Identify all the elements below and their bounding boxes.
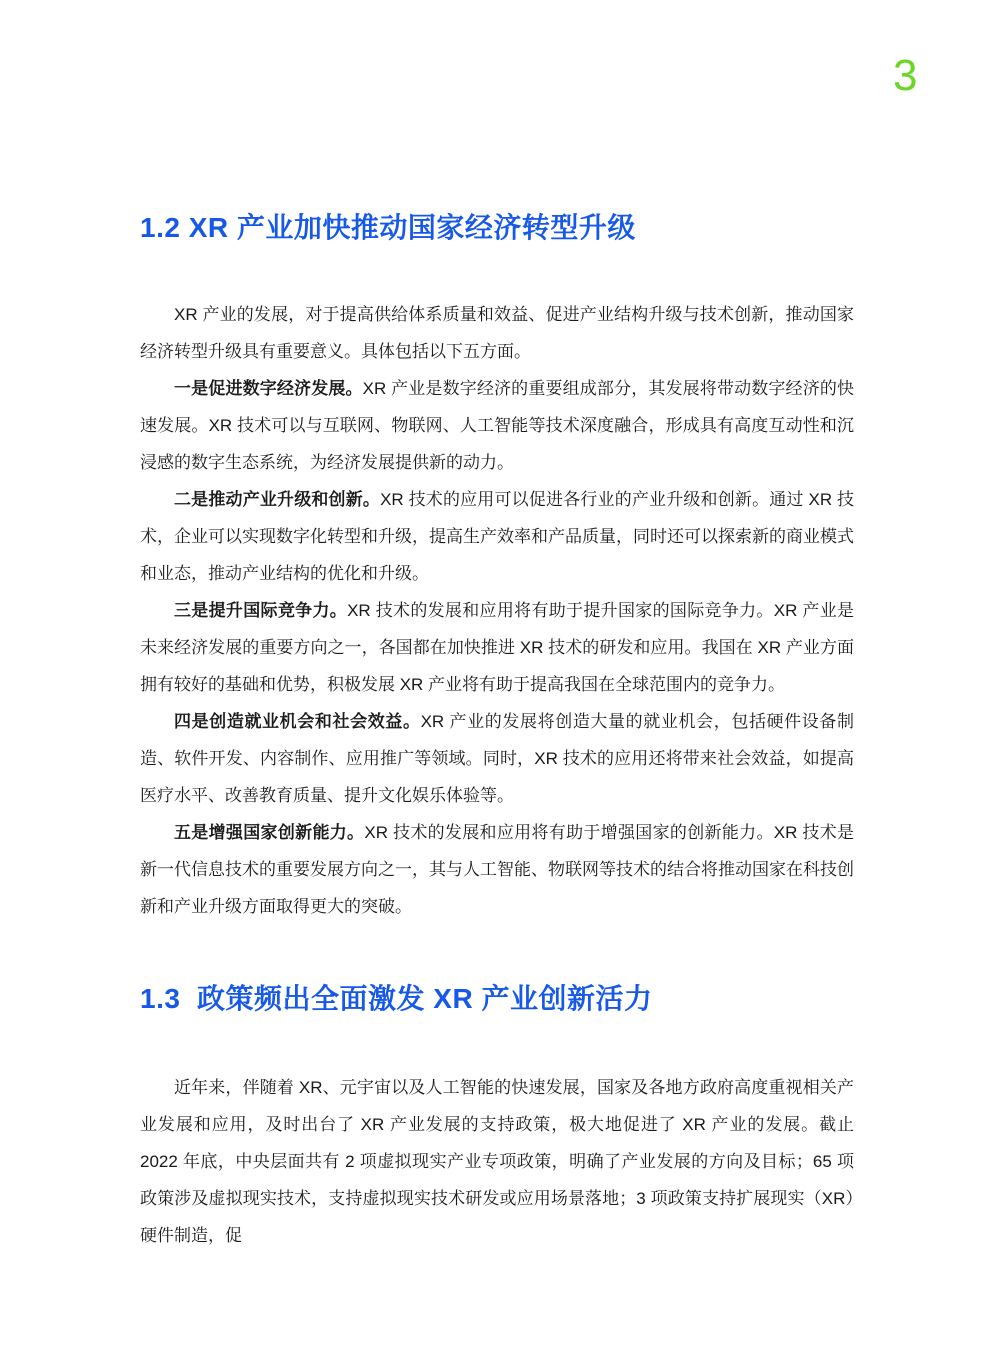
paragraph-text: XR 技术的发展和应用将有助于提升国家的国际竞争力。XR 产业是未来经济发展的重要方向之一，各国都在加快推进 XR 技术的研发和应用。我国在 XR 产业方面拥有较好的基础和优势，积极发展 XR 产业将有助于提高我国在全球范围内的竞争力。 [140,601,854,694]
paragraph-point-4 [140,703,854,814]
paragraph-text: XR 技术的发展和应用将有助于增强国家的创新能力。XR 技术是新一代信息技术的重要发展方向之一，其与人工智能、物联网等技术的结合将推动国家在科技创新和产业升级方面取得更大的突破。 [140,823,855,916]
paragraph-lead: 二是推动产业升级和创新。 [174,490,381,509]
paragraph-intro [140,296,854,370]
paragraph-lead: 四是创造就业机会和社会效益。 [174,712,421,731]
paragraph-point-2 [140,481,854,592]
paragraph-text: XR 产业的发展将创造大量的就业机会，包括硬件设备制造、软件开发、内容制作、应用推广等领域。同时，XR 技术的应用还将带来社会效益，如提高医疗水平、改善教育质量、提升文化娱乐体验等。 [140,712,854,805]
paragraph-text: XR 技术的应用可以促进各行业的产业升级和创新。通过 XR 技术，企业可以实现数字化转型和升级，提高生产效率和产品质量，同时还可以探索新的商业模式和业态，推动产业结构的优化和升级。 [140,490,855,583]
paragraph-lead: 一是促进数字经济发展。 [174,379,363,398]
paragraph-point-1 [140,370,854,481]
paragraph-lead: 三是提升国际竞争力。 [174,601,348,620]
paragraph-lead: 五是增强国家创新能力。 [174,823,365,842]
paragraph-text: XR 产业的发展，对于提高供给体系质量和效益、促进产业结构升级与技术创新，推动国家经济转型升级具有重要意义。具体包括以下五方面。 [140,305,854,361]
paragraph-text: XR 产业是数字经济的重要组成部分，其发展将带动数字经济的快速发展。XR 技术可以与互联网、物联网、人工智能等技术深度融合，形成具有高度互动性和沉浸感的数字生态系统，为经济发展提供新的动力。 [140,379,854,472]
section-heading-1-3: 1.3 政策频出全面激发 XR 产业创新活力 [140,983,653,1014]
paragraph-text: 近年来，伴随着 XR、元宇宙以及人工智能的快速发展，国家及各地方政府高度重视相关产业发展和应用，及时出台了 XR 产业发展的支持政策，极大地促进了 XR 产业的发展。截止 2022 年底，中央层面共有 2 项虚拟现实产业专项政策，明确了产业发展的方向及目标；65 项政策涉及虚拟现实技术，支持虚拟现实技术研发或应用场景落地；3 项政策支持扩展现实（XR）硬件制造，促 [140,1078,854,1245]
page-number: 3 [893,51,918,100]
paragraph-point-5 [140,814,854,925]
section-1-2-body [140,296,854,925]
paragraph-point-3 [140,592,854,703]
section-1-3-body [140,1069,854,1254]
paragraph-policy [140,1069,854,1254]
section-heading-1-2: 1.2 XR 产业加快推动国家经济转型升级 [140,212,636,243]
